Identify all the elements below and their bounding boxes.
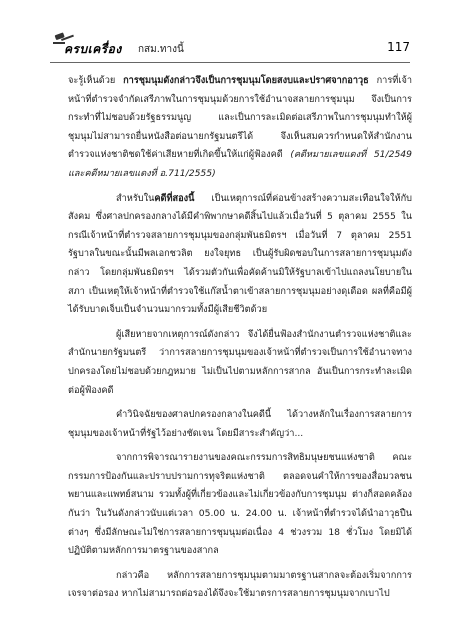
body-text xyxy=(68,72,412,610)
paragraph-lead-bold: คดีที่สองนี้ xyxy=(154,192,195,204)
paragraph-text: เป็นเหตุการณ์ที่ค่อนข้างสร้างความสะเทือนใจให้กับสังคม ซึ่งศาลปกครองกลางได้มีคำพิพากษาคดีสิ้นไปแล้วเมื่อวันที่ 5 ตุลาคม 2555 ในกรณีเจ้าหน้าที่ตำรวจสลายการชุมนุมของกลุ่มพันธมิตรฯ เมื่อวันที่ 7 ตุลาคม 2551 รัฐบาลในขณะนั้นมีพลเอกชวลิต ยงใจยุทธ เป็นผู้รับผิดชอบในการสลายการชุมนุมดังกล่าว โดยกลุ่มพันธมิตรฯ ได้รวมตัวกันเพื่อคัดค้านมิให้รัฐบาลเข้าไปแถลงนโยบายในสภา เป็นเหตุให้เจ้าหน้าที่ตำรวจใช้แก๊สน้ำตาเข้าสลายการชุมนุมอย่างดุเดือด ผลที่คือมีผู้ได้รับบาดเจ็บเป็นจำนวนมากรวมทั้งมีผู้เสียชีวิตด้วย xyxy=(68,192,412,316)
paragraph xyxy=(68,190,412,320)
paragraph: กล่าวคือ หลักการสลายการชุมนุมตามมาตรฐานสากลจะต้องเริ่มจากการเจรจาต่อรอง หากไม่สามารถต่อรองได้จึงจะใช้มาตรการสลายการชุมนุมจากเบาไป xyxy=(68,569,412,600)
paragraph xyxy=(68,72,412,184)
paragraph-text: การที่เจ้าหน้าที่ตำรวจจำกัดเสรีภาพในการชุมนุมด้วยการใช้อำนาจสลายการชุมนุม จึงเป็นการกระทำที่ไม่ชอบด้วยรัฐธรรมนูญ และเป็นการละเมิดต่อเสรีภาพในการชุมนุมทำให้ผู้ชุมนุมไม่สามารถยื่นหนังสือต่อนายกรัฐมนตรีได้ จึงเห็นสมควรกำหนดให้สำนักงานตำรวจแห่งชาติชดใช้ค่าเสียหายที่เกิดขึ้นให้แก่ผู้ฟ้องคดี xyxy=(68,75,413,161)
paragraph-lead: จะรู้เห็นด้วย xyxy=(68,75,116,86)
paragraph-lead: สำหรับใน xyxy=(116,192,155,204)
paragraph: คำวินิจฉัยของศาลปกครองกลางในคดีนี้ ได้วางหลักในเรื่องการสลายการชุมนุมของเจ้าหน้าที่รัฐไว้อย่างชัดเจน โดยมีสาระสำคัญว่า... xyxy=(68,409,412,439)
page-number: 117 xyxy=(387,40,410,54)
paragraph: จากการพิจารณารายงานของคณะกรรมการสิทธิมนุษยชนแห่งชาติ คณะกรรมการป้องกันและปราบปรามการทุจริตแห่งชาติ ตลอดจนคำให้การของสื่อมวลชนพยานและแพทย์สนาม รวมทั้งผู้ที่เกี่ยวข้องและไม่เกี่ยวข้องกับการชุมนุม ต่างก็สอดคล้องกันว่า ในวันดังกล่าวนับแต่เวลา 05.00 น. 24.00 น. เจ้าหน้าที่ตำรวจได้นำอาวุธปืนต่างๆ ซึ่งมีลักษณะไม่ใช่การสลายการชุมนุมต่อเนื่อง 4 ช่วงรวม 18 ชั่วโมง โดยมิได้ปฏิบัติตามหลักการมาตรฐานของสากล xyxy=(68,452,412,557)
paragraph: ผู้เสียหายจากเหตุการณ์ดังกล่าว จึงได้ยื่นฟ้องสำนักงานตำรวจแห่งชาติและสำนักนายกรัฐมนตรี ว่าการสลายการชุมนุมของเจ้าหน้าที่ตำรวจเป็นการใช้อำนาจทางปกครองโดยไม่ชอบด้วยกฎหมาย ไม่เป็นไปตามหลักการสากล อันเป็นการกระทำละเมิดต่อผู้ฟ้องคดี xyxy=(68,328,412,396)
page-header xyxy=(50,38,410,64)
citation: (คดีหมายเลขแดงที่ 51/2549 และคดีหมายเลขแดงที่ อ.711/2555) xyxy=(68,149,412,179)
header-divider xyxy=(50,62,410,63)
section-title: กสม.ทางนี้ xyxy=(138,44,184,55)
book-logo: ครบเครื่อง xyxy=(64,42,122,56)
paragraph-lead-bold: การชุมนุมดังกล่าวจึงเป็นการชุมนุมโดยสงบและปราศจากอาวุธ xyxy=(123,75,369,86)
